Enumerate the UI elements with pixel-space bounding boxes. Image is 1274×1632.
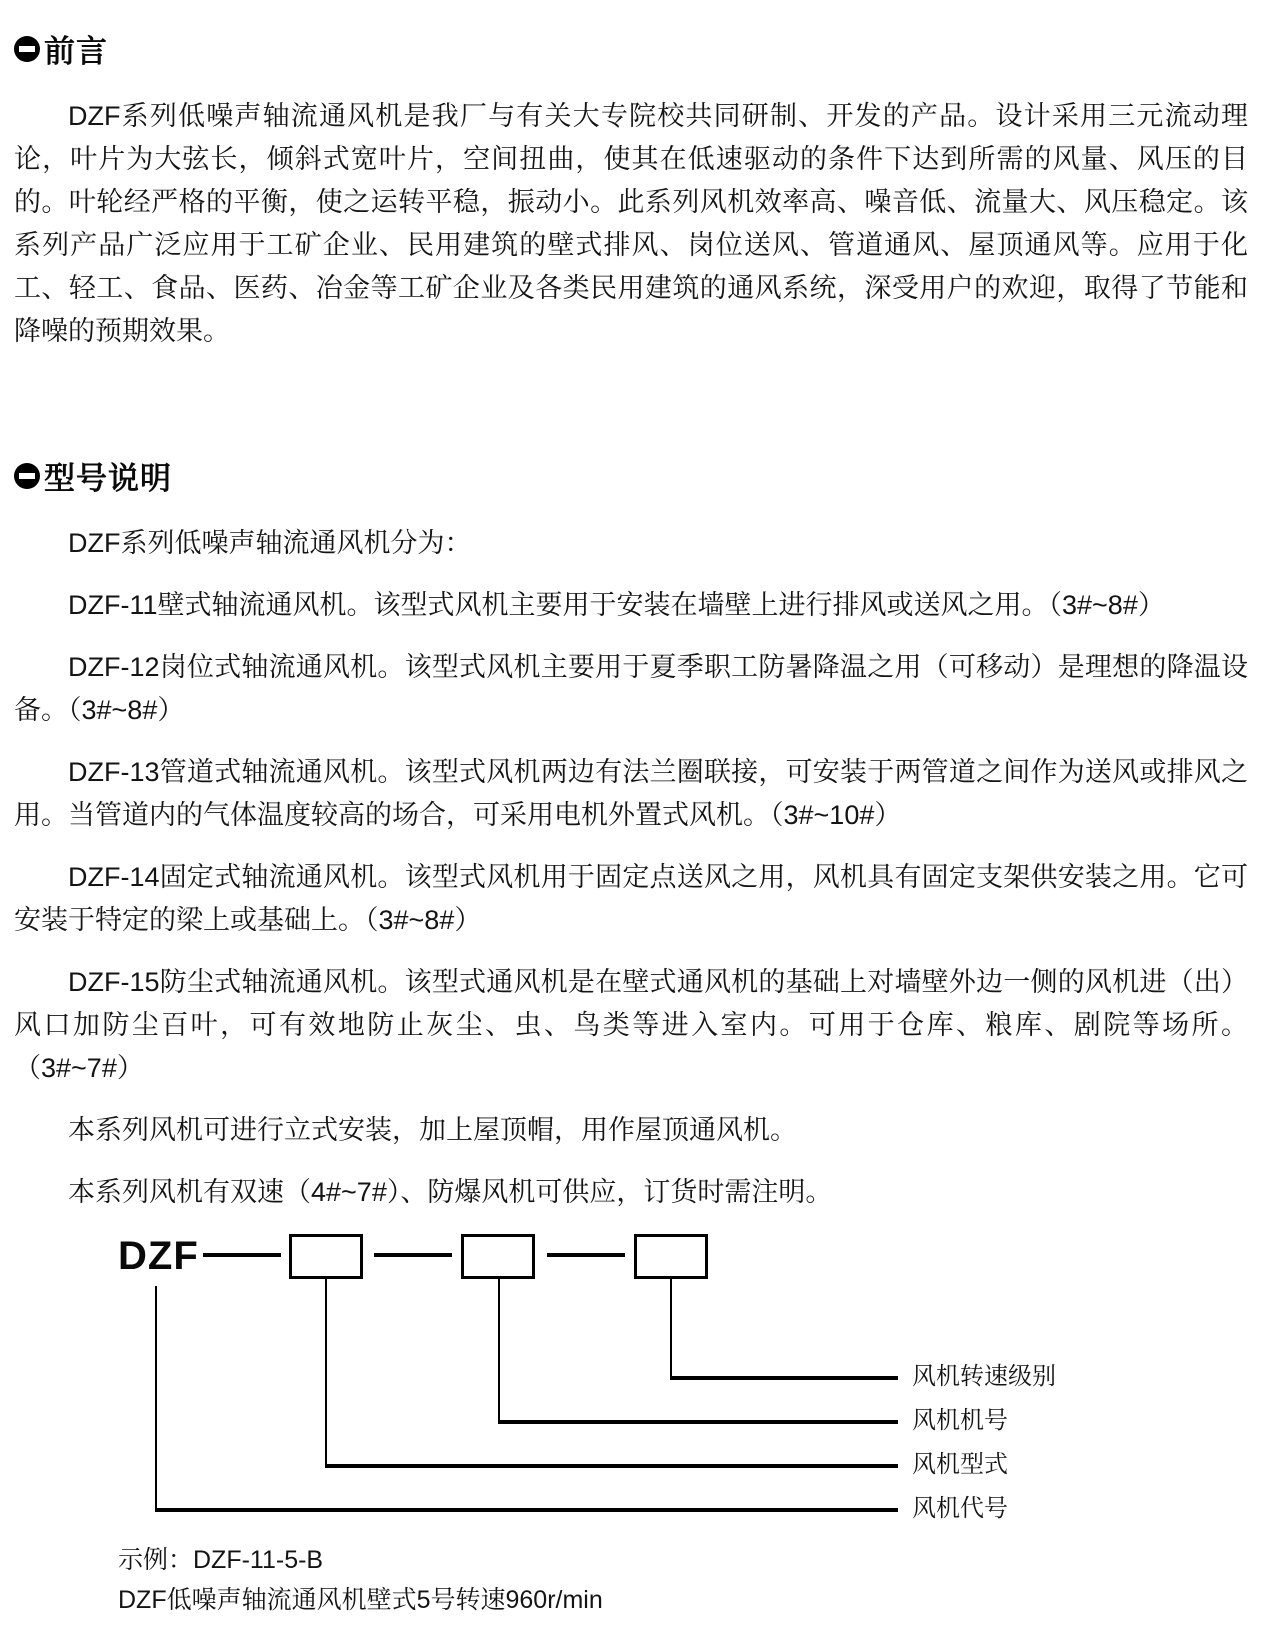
minus-circle-icon	[14, 463, 40, 489]
model-dzf15-paragraph: DZF-15防尘式轴流通风机。该型式通风机是在壁式通风机的基础上对墙壁外边一侧的风机进（出）风口加防尘百叶，可有效地防止灰尘、虫、鸟类等进入室内。可用于仓库、粮库、剧院等场所。（3#~7#）	[14, 967, 1248, 1083]
model-box-2	[461, 1234, 535, 1279]
minus-circle-icon	[14, 36, 40, 62]
diagram-label-fan-code: 风机代号	[912, 1495, 1008, 1522]
model-dual-speed-paragraph: 本系列风机有双速（4#~7#）、防爆风机可供应，订货时需注明。	[68, 1177, 833, 1207]
example-caption: DZF低噪声轴流通风机壁式5号转速960r/min	[118, 1586, 603, 1614]
drop-line-machine-no	[498, 1279, 500, 1424]
connector-dash-2	[374, 1253, 452, 1257]
model-box-3	[634, 1234, 708, 1279]
section-header-model	[14, 453, 1248, 498]
model-prefix-text: DZF	[118, 1234, 199, 1278]
section-header-preface	[14, 26, 1248, 71]
model-code-diagram	[0, 1214, 1274, 1632]
model-dzf12-paragraph: DZF-12岗位式轴流通风机。该型式风机主要用于夏季职工防暑降温之用（可移动）是理想的降温设备。（3#~8#）	[14, 652, 1248, 725]
label-line-fan-type	[325, 1464, 898, 1468]
section-title: 型号说明	[44, 461, 172, 496]
model-dzf11-paragraph: DZF-11壁式轴流通风机。该型式风机主要用于安装在墙壁上进行排风或送风之用。（3#~8#）	[68, 590, 1165, 620]
model-intro-paragraph: DZF系列低噪声轴流通风机分为：	[68, 528, 472, 558]
preface-paragraph: DZF系列低噪声轴流通风机是我厂与有关大专院校共同研制、开发的产品。设计采用三元流动理论，叶片为大弦长，倾斜式宽叶片，空间扭曲，使其在低速驱动的条件下达到所需的风量、风压的目的。叶轮经严格的平衡，使之运转平稳，振动小。此系列风机效率高、噪音低、流量大、风压稳定。该系列产品广泛应用于工矿企业、民用建筑的壁式排风、岗位送风、管道通风、屋顶通风等。应用于化工、轻工、食品、医药、冶金等工矿企业及各类民用建筑的通风系统，深受用户的欢迎，取得了节能和降噪的预期效果。	[14, 101, 1248, 346]
connector-dash-3	[547, 1253, 625, 1257]
model-dzf14-paragraph: DZF-14固定式轴流通风机。该型式风机用于固定点送风之用，风机具有固定支架供安装之用。它可安装于特定的梁上或基础上。（3#~8#）	[14, 862, 1248, 935]
label-line-speed-grade	[670, 1376, 898, 1380]
drop-line-speed-grade	[670, 1279, 672, 1380]
model-box-1	[289, 1234, 363, 1279]
label-line-fan-code	[155, 1508, 898, 1512]
model-dzf13-paragraph: DZF-13管道式轴流通风机。该型式风机两边有法兰圈联接，可安装于两管道之间作为送风或排风之用。当管道内的气体温度较高的场合，可采用电机外置式风机。（3#~10#）	[14, 757, 1248, 830]
drop-line-fan-type	[325, 1279, 327, 1468]
diagram-label-speed-grade: 风机转速级别	[912, 1363, 1056, 1390]
example-title: 示例：DZF-11-5-B	[118, 1546, 324, 1574]
diagram-label-fan-type: 风机型式	[912, 1451, 1008, 1478]
connector-dash-1	[203, 1253, 281, 1257]
drop-line-fan-code	[155, 1286, 157, 1512]
model-vertical-install-paragraph: 本系列风机可进行立式安装，加上屋顶帽，用作屋顶通风机。	[68, 1115, 797, 1145]
label-line-machine-no	[498, 1420, 898, 1424]
section-title: 前言	[44, 34, 108, 69]
diagram-label-machine-no: 风机机号	[912, 1407, 1008, 1434]
